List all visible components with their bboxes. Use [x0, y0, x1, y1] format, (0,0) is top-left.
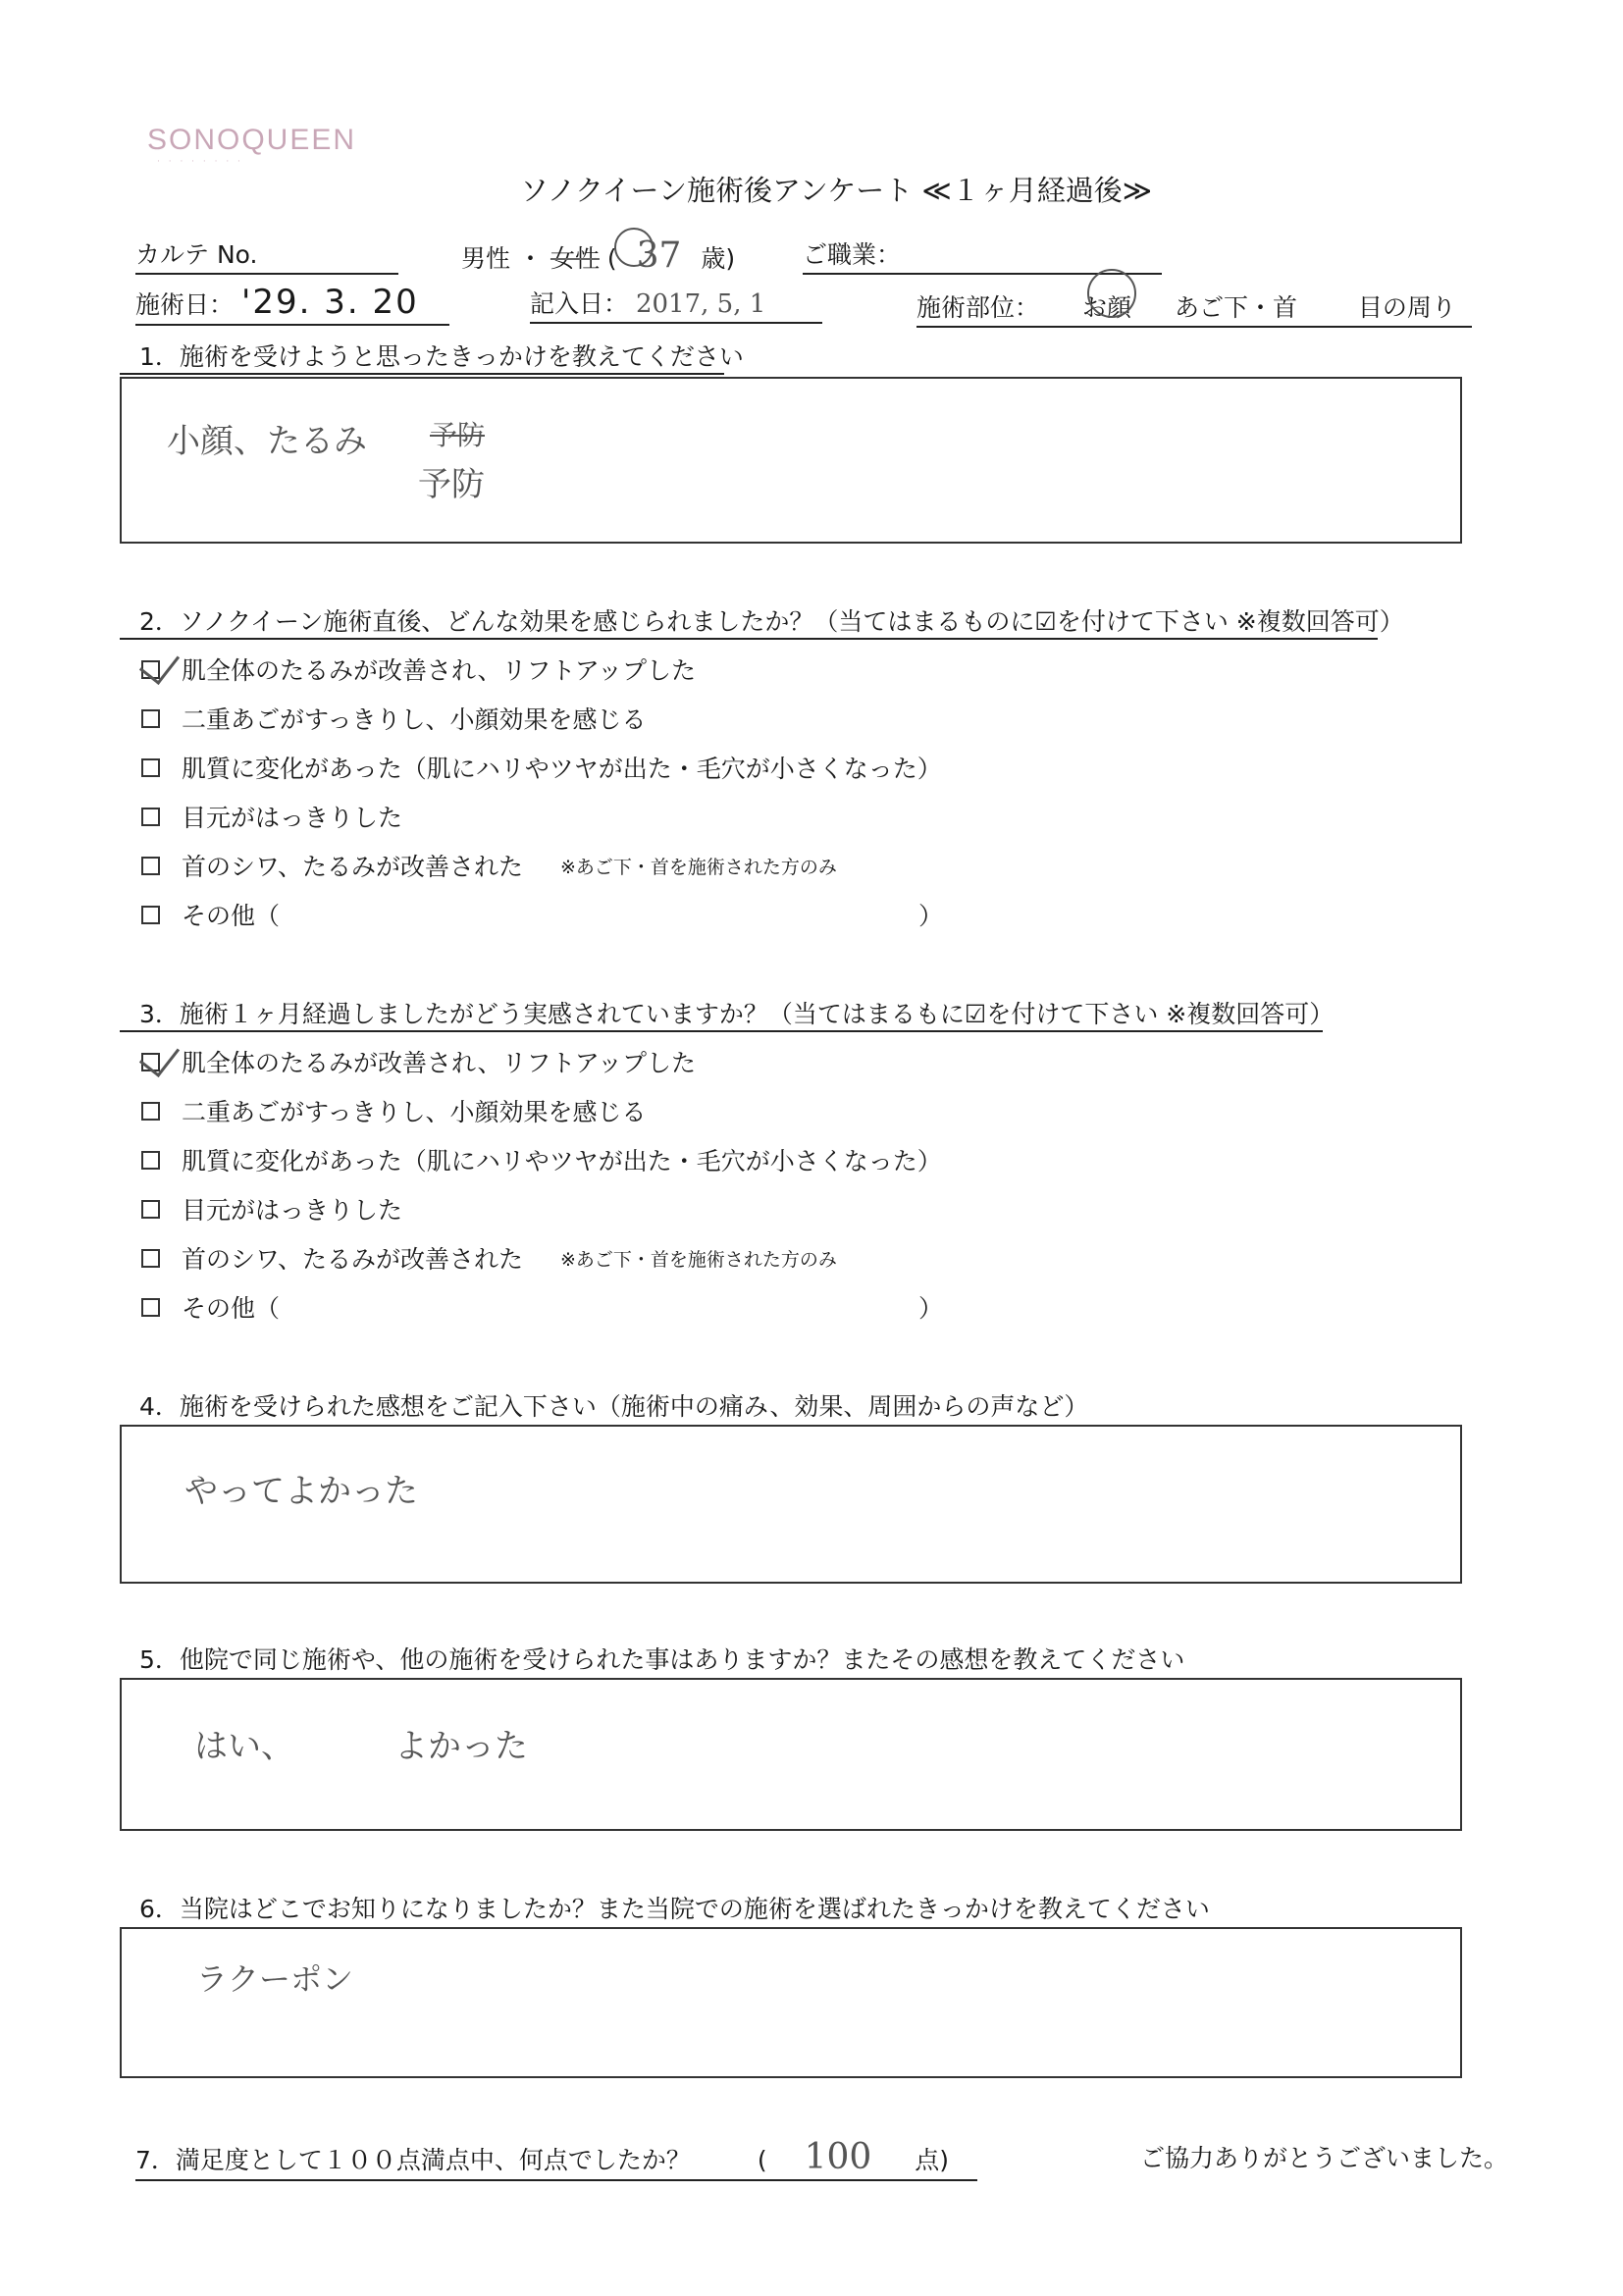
- q2-checkbox-neck[interactable]: [141, 857, 160, 875]
- q1-heading: 1．施術を受けようと思ったきっかけを教えてください: [139, 342, 744, 371]
- q3-checkbox-neck[interactable]: [141, 1249, 160, 1268]
- gender-age-group: [461, 235, 735, 276]
- q2-checkbox-other[interactable]: [141, 906, 160, 924]
- q3-option-label: 肌全体のたるみが改善され、リフトアップした: [182, 1049, 697, 1077]
- q3-option-label: 目元がはっきりした: [182, 1196, 403, 1225]
- q5-answer-yes: はい、: [194, 1727, 294, 1766]
- q2-option-double-chin[interactable]: [141, 701, 647, 736]
- q1-answer-line1: 小顔、たるみ: [167, 422, 367, 461]
- q5-answer-box[interactable]: [120, 1678, 1462, 1831]
- q3-option-label: その他（: [182, 1294, 281, 1323]
- q2-option-label: 首のシワ、たるみが改善された: [182, 853, 524, 881]
- q3-option-label: 二重あごがすっきりし、小顔効果を感じる: [182, 1098, 647, 1126]
- age-value[interactable]: 37: [636, 235, 682, 276]
- treatment-part-label: 施術部位：: [916, 293, 1040, 322]
- gender-female-option[interactable]: 女性: [550, 244, 600, 273]
- age-suffix: 歳): [701, 244, 736, 273]
- q3-checkbox-eyes[interactable]: [141, 1200, 160, 1219]
- q3-checkbox-lift-up[interactable]: [141, 1053, 160, 1071]
- treatment-date-field[interactable]: [135, 283, 449, 326]
- q4-answer-box[interactable]: [120, 1425, 1462, 1584]
- q2-option-label: 目元がはっきりした: [182, 804, 403, 832]
- occupation-label: ご職業：: [803, 240, 902, 269]
- entry-date-label: 記入日：: [530, 289, 629, 318]
- q6-answer: ラクーポン: [196, 1960, 354, 1998]
- q2-checkbox-skin-quality[interactable]: [141, 758, 160, 777]
- q3-underline: [120, 1030, 1323, 1032]
- karte-number-label: カルテ No.: [135, 240, 258, 269]
- treatment-date-label: 施術日：: [135, 290, 235, 319]
- q2-option-eyes[interactable]: [141, 799, 402, 834]
- q7-heading: 7．満足度として１００点満点中、何点でしたか？: [135, 2146, 691, 2174]
- q2-option-label: その他（: [182, 902, 281, 930]
- q2-neck-note: ※あご下・首を施術された方のみ: [560, 856, 837, 878]
- q2-checkbox-eyes[interactable]: [141, 808, 160, 826]
- q2-option-skin-quality[interactable]: [141, 750, 942, 785]
- q3-option-other[interactable]: [141, 1289, 280, 1325]
- q2-option-neck[interactable]: [141, 848, 837, 883]
- q1-answer-line2: 予防: [418, 465, 485, 504]
- q3-neck-note: ※あご下・首を施術された方のみ: [560, 1248, 837, 1271]
- q3-option-skin-quality[interactable]: [141, 1142, 942, 1177]
- q4-answer: やってよかった: [184, 1472, 418, 1511]
- q4-heading: 4．施術を受けられた感想をご記入下さい（施術中の痛み、効果、周囲からの声など）: [139, 1392, 1089, 1421]
- q3-heading: 3．施術１ヶ月経過しましたがどう実感されていますか？（当てはまるもに☑を付けて下さい ※複数回答可）: [139, 1000, 1335, 1028]
- q6-heading: 6．当院はどこでお知りになりましたか？また当院での施術を選ばれたきっかけを教えてください: [139, 1895, 1210, 1923]
- q1-underline: [120, 373, 724, 375]
- q6-answer-box[interactable]: [120, 1927, 1462, 2078]
- q2-checkbox-lift-up[interactable]: [141, 660, 160, 679]
- q5-heading: 5．他院で同じ施術や、他の施術を受けられた事はありますか？またその感想を教えてください: [139, 1645, 1185, 1674]
- q1-struck-text: 予防: [430, 419, 486, 451]
- q2-other-close-paren: ）: [918, 902, 944, 930]
- part-eye-area-option[interactable]: 目の周り: [1357, 293, 1456, 322]
- gender-separator: ・: [517, 244, 543, 273]
- q2-option-other[interactable]: [141, 897, 280, 932]
- treatment-part-field: [916, 288, 1472, 328]
- q2-option-lift-up[interactable]: [141, 652, 696, 687]
- q2-checkbox-double-chin[interactable]: [141, 709, 160, 728]
- q1-answer-box[interactable]: [120, 377, 1462, 544]
- q3-checkbox-other[interactable]: [141, 1298, 160, 1317]
- q3-option-lift-up[interactable]: [141, 1044, 696, 1079]
- karte-number-field[interactable]: [135, 235, 398, 275]
- q2-heading: 2．ソノクイーン施術直後、どんな効果を感じられましたか？（当てはまるものに☑を付けて下さい ※複数回答可）: [139, 607, 1404, 636]
- age-open-paren: (: [606, 244, 617, 273]
- logo-tagline-mark: · · · · · · · ·: [157, 157, 243, 167]
- q3-option-eyes[interactable]: [141, 1191, 402, 1226]
- q2-option-label: 肌全体のたるみが改善され、リフトアップした: [182, 656, 697, 685]
- treatment-date-value: '29. 3. 20: [240, 283, 419, 322]
- q7-score-line: [135, 2137, 977, 2181]
- q7-open-paren: (: [757, 2146, 767, 2174]
- entry-date-field[interactable]: [530, 285, 822, 324]
- q3-checkbox-skin-quality[interactable]: [141, 1151, 160, 1170]
- q3-option-double-chin[interactable]: [141, 1093, 647, 1128]
- q3-option-label: 肌質に変化があった（肌にハリやツヤが出た・毛穴が小さくなった）: [182, 1147, 942, 1175]
- q3-option-neck[interactable]: [141, 1240, 837, 1276]
- q2-option-label: 二重あごがすっきりし、小顔効果を感じる: [182, 705, 647, 734]
- q2-underline: [120, 638, 1378, 640]
- survey-title: ソノクイーン施術後アンケート ≪１ヶ月経過後≫: [520, 174, 1153, 207]
- thank-you-message: ご協力ありがとうございました。: [1140, 2144, 1509, 2172]
- check-mark-icon: [139, 1035, 180, 1077]
- part-chin-neck-option[interactable]: あご下・首: [1174, 293, 1297, 322]
- entry-date-value: 2017, 5, 1: [635, 289, 766, 319]
- gender-male-option[interactable]: 男性: [461, 244, 511, 273]
- q3-other-close-paren: ）: [918, 1294, 944, 1323]
- face-circle-mark: [1087, 269, 1136, 318]
- check-mark-icon: [139, 643, 180, 685]
- q7-score-suffix: 点): [915, 2146, 950, 2174]
- part-face-option[interactable]: お顔: [1081, 293, 1131, 322]
- female-circle-mark: [614, 228, 654, 267]
- q3-option-label: 首のシワ、たるみが改善された: [182, 1245, 524, 1274]
- q5-answer-comment: よかった: [394, 1727, 528, 1766]
- q7-score-value[interactable]: 100: [804, 2137, 872, 2177]
- q3-checkbox-double-chin[interactable]: [141, 1102, 160, 1121]
- q2-option-label: 肌質に変化があった（肌にハリやツヤが出た・毛穴が小さくなった）: [182, 755, 942, 783]
- sonoqueen-logo: SONOQUEEN: [147, 124, 357, 156]
